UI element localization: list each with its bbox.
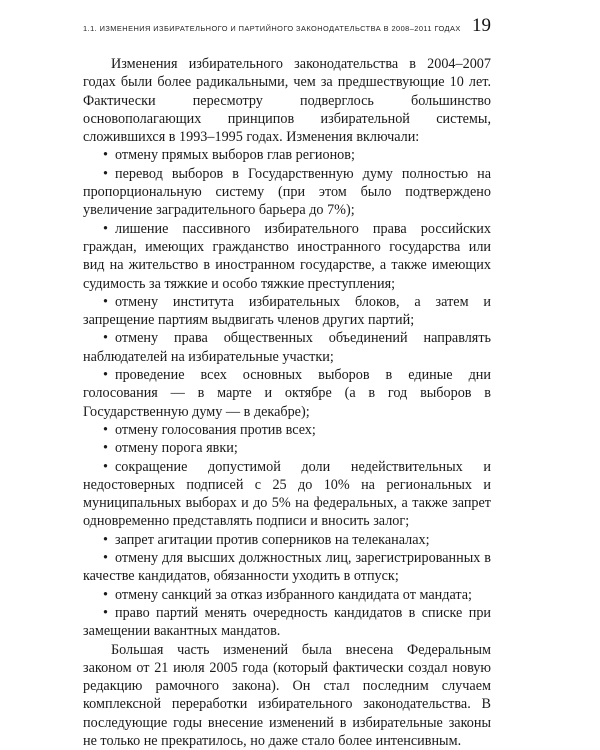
list-item — [83, 549, 491, 586]
bullet-marker: • — [103, 220, 108, 237]
page-number: 19 — [472, 15, 491, 36]
list-item — [83, 146, 491, 164]
bullet-marker: • — [103, 604, 108, 621]
list-item — [83, 165, 491, 220]
bullet-marker: • — [103, 550, 108, 567]
list-item-text: отмену прямых выборов глав регионов; — [115, 147, 355, 164]
list-item-text: отмену права общественных объединений направлять наблюдателей на избирательные участки; — [83, 330, 491, 365]
list-item — [83, 220, 491, 293]
list-item-text: запрет агитации против соперников на телеканалах; — [115, 531, 430, 548]
bullet-marker: • — [103, 458, 108, 475]
list-item-text: перевод выборов в Государственную думу полностью на пропорциональную систему (при этом было подтверждено увеличение заградительного барьера до 7%); — [83, 165, 491, 219]
list-item-text: отмену для высших должностных лиц, зарегистрированных в качестве кандидатов, обязанности уходить в отпуск; — [83, 550, 491, 585]
book-page — [83, 14, 491, 750]
list-item — [83, 293, 491, 330]
list-item — [83, 329, 491, 366]
bullet-marker: • — [103, 367, 108, 384]
running-head: 1.1. ИЗМЕНЕНИЯ ИЗБИРАТЕЛЬНОГО И ПАРТИЙНОГО ЗАКОНОДАТЕЛЬСТВА В 2008–2011 ГОДАХ — [83, 24, 461, 33]
list-item-text: отмену института избирательных блоков, а затем и запрещение партиям выдвигать членов других партий; — [83, 293, 491, 329]
list-item-text: лишение пассивного избирательного права российских граждан, имеющих гражданство иностранного государства или вид на жительство в иностранном государстве, а также имеющих судимость за тяжкие и особо тяжкие преступления; — [83, 220, 491, 292]
list-item — [83, 439, 491, 457]
list-item — [83, 421, 491, 439]
list-item-text: сокращение допустимой доли недействительных и недостоверных подписей с 25 до 10% на региональных и муниципальных выборах и до 5% на федеральных, а также запрет одновременно представлять подписи и вносить залог; — [83, 458, 491, 530]
list-item — [83, 458, 491, 531]
bullet-marker: • — [103, 421, 108, 438]
page-header — [83, 14, 491, 36]
list-item-text: отмену голосования против всех; — [115, 421, 316, 438]
list-item — [83, 604, 491, 641]
list-item-text: отмену санкций за отказ избранного кандидата от мандата; — [115, 586, 472, 603]
list-item — [83, 366, 491, 421]
page-body — [83, 55, 491, 750]
list-item — [83, 586, 491, 604]
bullet-marker: • — [103, 440, 108, 457]
bullet-marker: • — [103, 165, 108, 182]
conclusion-paragraph: Большая часть изменений была внесена Федеральным законом от 21 июля 2005 года (который фактически создал новую редакцию рамочного закона). Он стал последним случаем комплексной переработки избирательного законодательства. В последующие годы внесение изменений в избирательные законы не только не прекратилось, но даже стало более интенсивным. — [83, 641, 491, 749]
bullet-marker: • — [103, 531, 108, 548]
bullet-marker: • — [103, 586, 108, 603]
bullet-marker: • — [103, 147, 108, 164]
intro-paragraph: Изменения избирательного законодательства в 2004–2007 годах были более радикальными, чем за предшествующие 10 лет. Фактически пересмотру подверглось большинство основополагающих принципов избирательной системы, сложившихся в 1993–1995 годах. Изменения включали: — [83, 56, 491, 146]
list-item-text: право партий менять очередность кандидатов в списке при замещении вакантных мандатов. — [83, 604, 491, 640]
list-item — [83, 531, 491, 549]
list-item-text: отмену порога явки; — [115, 440, 238, 457]
list-item-text: проведение всех основных выборов в единые дни голосования — в марте и октябре (а в год выборов в Государственную думу — в декабре); — [83, 367, 491, 420]
changes-list — [83, 146, 491, 640]
bullet-marker: • — [103, 293, 108, 310]
bullet-marker: • — [103, 330, 108, 347]
